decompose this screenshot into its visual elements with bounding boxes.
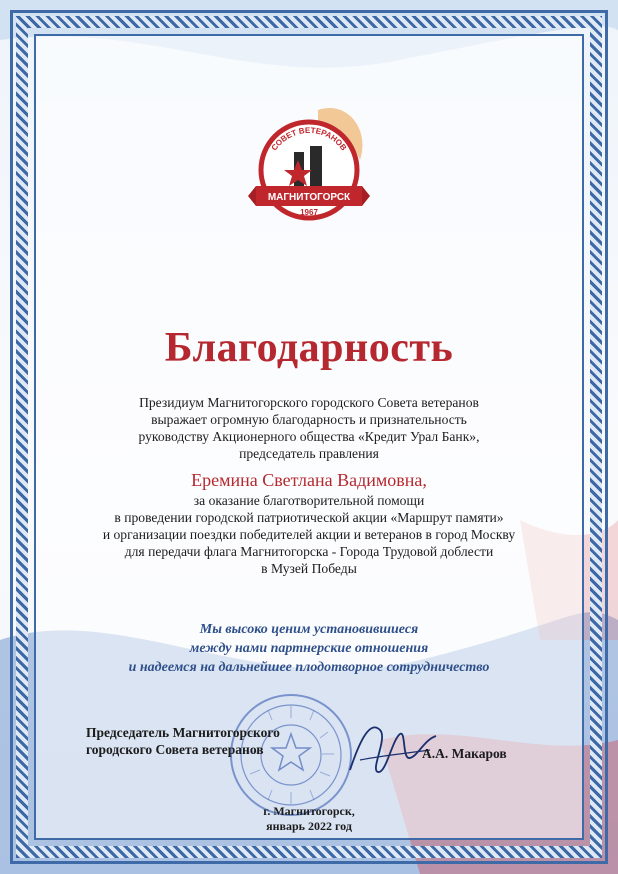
signatory-title-line: Председатель Магнитогорского <box>86 725 280 740</box>
footer-city: г. Магнитогорск, <box>263 804 355 818</box>
reason-line: в проведении городской патриотической акции «Маршрут памяти» <box>114 510 504 525</box>
intro-line: руководству Акционерного общества «Кредит Урал Банк», <box>138 429 480 444</box>
signatory-title-line: городского Совета ветеранов <box>86 742 264 757</box>
logo-banner-text: МАГНИТОГОРСК <box>267 192 351 203</box>
signatory-name: А.А. Макаров <box>422 746 507 761</box>
closing-text <box>40 620 578 677</box>
reason-line: для передачи флага Магнитогорска - Города Трудовой доблести <box>124 544 494 559</box>
reason-text <box>40 492 578 577</box>
intro-line: выражает огромную благодарность и признательность <box>151 412 467 427</box>
footer-date: январь 2022 год <box>266 819 352 833</box>
intro-line: председатель правления <box>239 446 379 461</box>
closing-line: Мы высоко ценим установившиеся <box>199 622 419 637</box>
recipient-name: Еремина Светлана Вадимовна, <box>191 470 427 490</box>
logo-top-text: СОВЕТ ВЕТЕРАНОВ <box>269 125 349 153</box>
intro-line: Президиум Магнитогорского городского Совета ветеранов <box>139 395 479 410</box>
footer <box>40 804 578 834</box>
logo-year: 1967 <box>300 208 318 217</box>
closing-line: и надеемся на дальнейшее плодотворное сотрудничество <box>128 660 490 675</box>
certificate-content <box>40 40 578 834</box>
reason-line: и организации поездки победителей акции и ветеранов в город Москву <box>102 527 516 542</box>
signatory-title <box>86 724 280 758</box>
veterans-council-logo <box>248 100 370 250</box>
reason-line: за оказание благотворительной помощи <box>193 493 425 508</box>
closing-line: между нами партнерские отношения <box>189 641 429 656</box>
certificate-title: Благодарность <box>164 325 454 371</box>
reason-line: в Музей Победы <box>261 561 357 576</box>
intro-text <box>40 394 578 462</box>
